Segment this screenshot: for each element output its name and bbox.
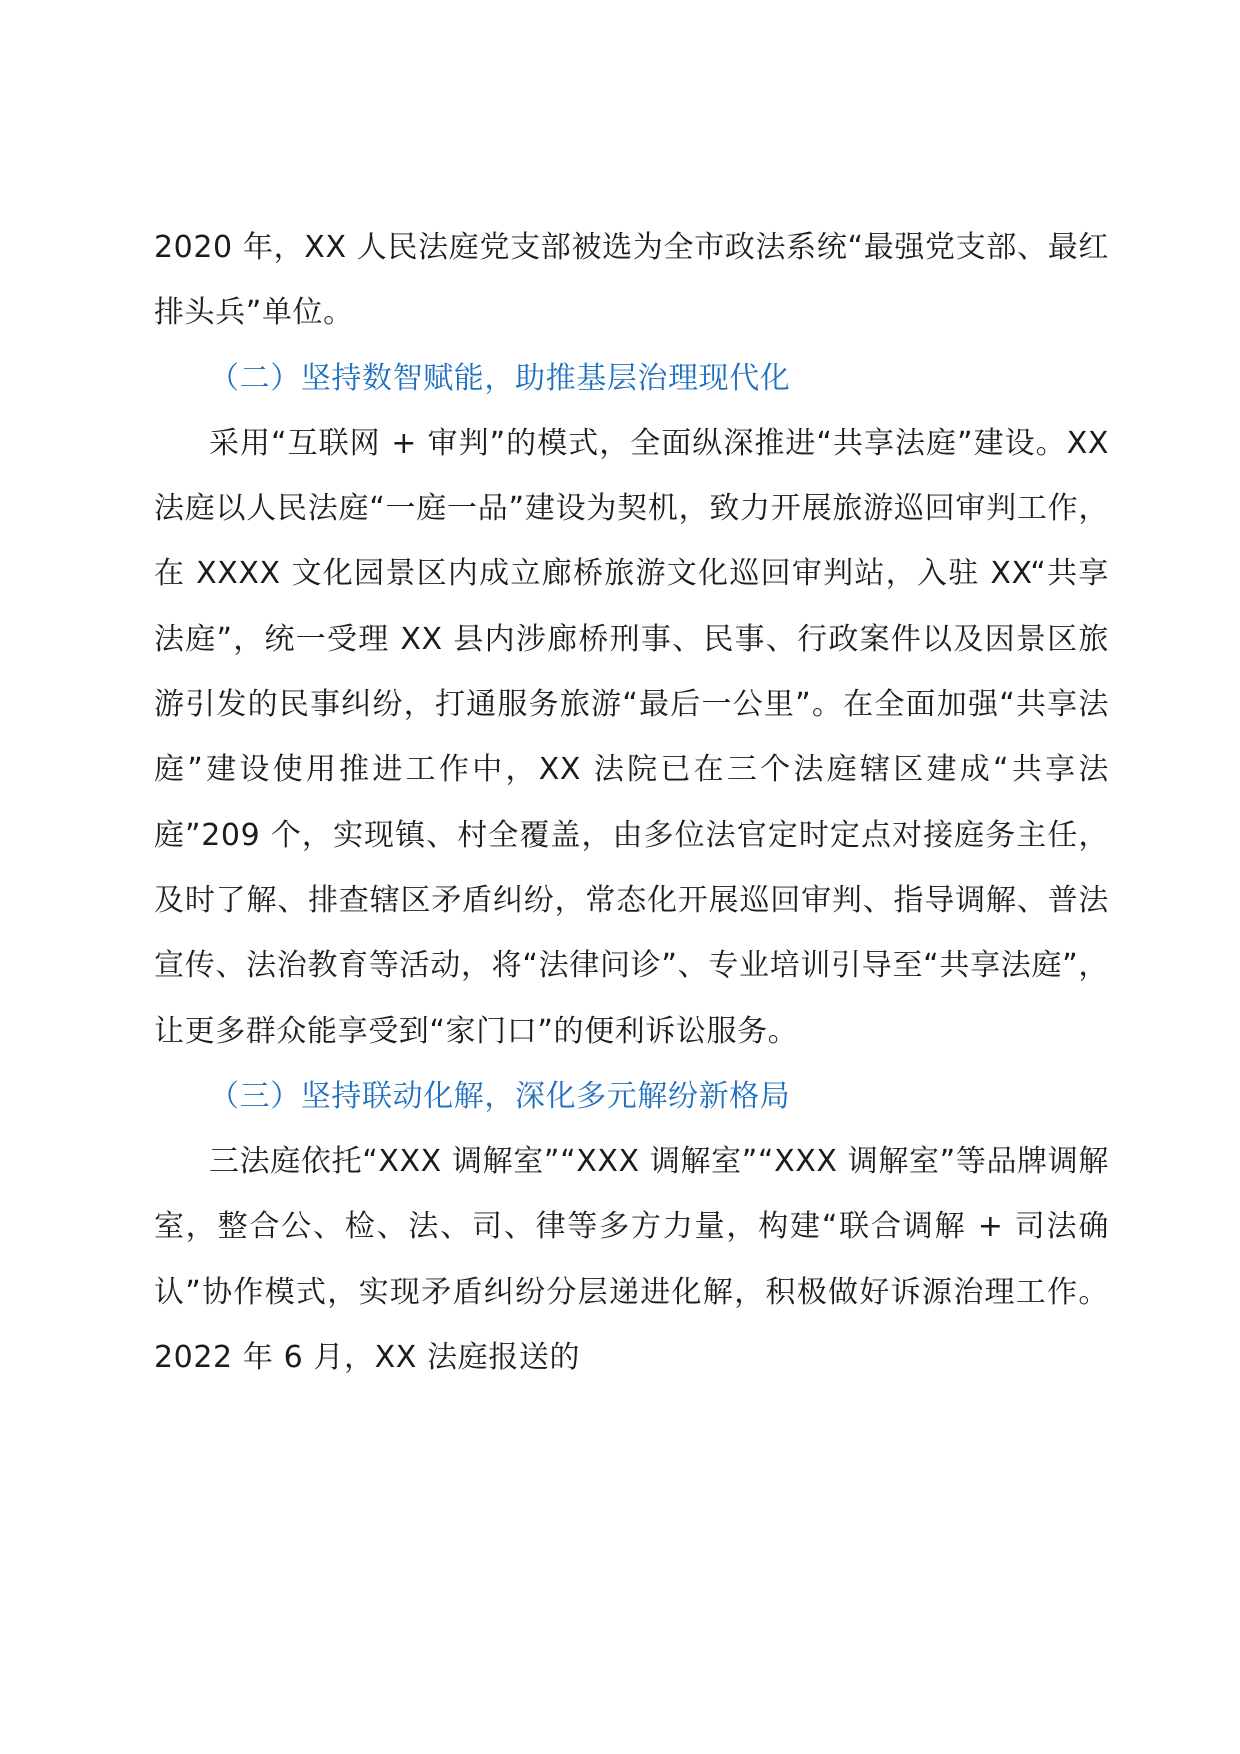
section-heading-joint-resolution: （三）坚持联动化解，深化多元解纷新格局 [209,1078,791,1114]
paragraph-mediation-rooms: 三法庭依托“XXX 调解室”“XXX 调解室”“XXX 调解室”等品牌调解室，整合公、检、法、司、律等多方力量，构建“联合调解 + 司法确认”协作模式，实现矛盾纠纷分层递进化解，积极做好诉源治理工作。2022 年 6 月，XX 法庭报送的 [154,1144,1109,1376]
document-body [154,215,1109,1390]
paragraph-shared-court: 采用“互联网 + 审判”的模式，全面纵深推进“共享法庭”建设。XX 法庭以人民法庭“一庭一品”建设为契机，致力开展旅游巡回审判工作，在 XXXX 文化园景区内成立廊桥旅游文化巡回审判站，入驻 XX“共享法庭”，统一受理 XX 县内涉廊桥刑事、民事、行政案件以及因景区旅游引发的民事纠纷，打通服务旅游“最后一公里”。在全面加强“共享法庭”建设使用推进工作中，XX 法院已在三个法庭辖区建成“共享法庭”209 个，实现镇、村全覆盖，由多位法官定时定点对接庭务主任，及时了解、排查辖区矛盾纠纷，常态化开展巡回审判、指导调解、普法宣传、法治教育等活动，将“法律问诊”、专业培训引导至“共享法庭”，让更多群众能享受到“家门口”的便利诉讼服务。 [154,425,1109,1049]
paragraph-party-branch-award: 2020 年，XX 人民法庭党支部被选为全市政法系统“最强党支部、最红排头兵”单位。 [154,230,1109,331]
section-heading-digital-empowerment: （二）坚持数智赋能，助推基层治理现代化 [209,360,791,396]
